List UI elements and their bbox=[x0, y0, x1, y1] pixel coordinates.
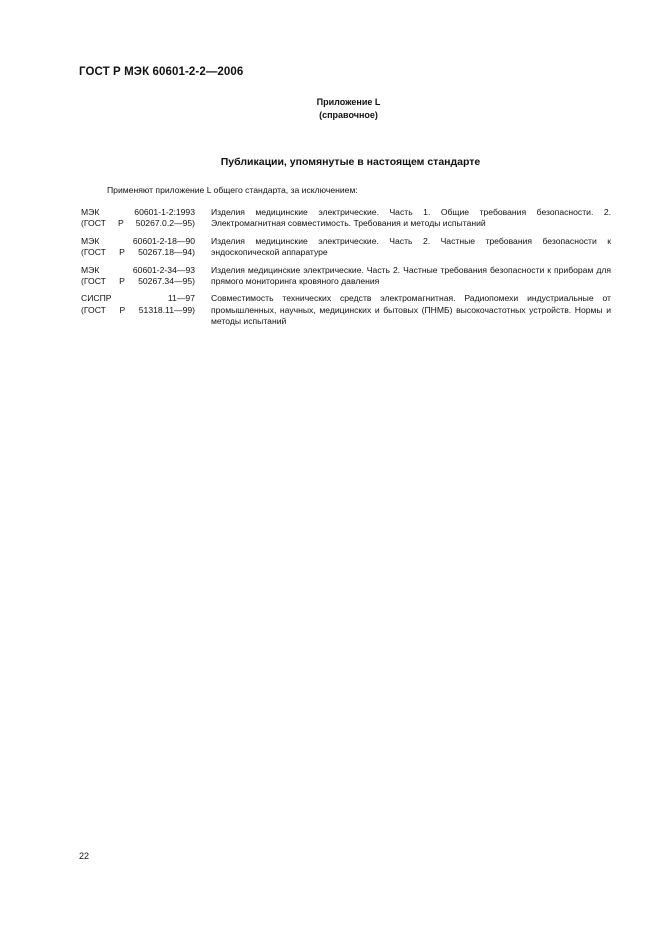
reference-code: МЭК 60601-1-2:1993 bbox=[81, 207, 195, 217]
reference-description: Изделия медицинские электрические. Часть 1. Общие требования безопасности. 2. Электромагнитная совместимость. Требования и методы испытаний bbox=[211, 207, 611, 229]
reference-description: Совместимость технических средств электромагнитная. Радиопомехи индустриальные от промышленных, научных, медицинских и бытовых (ПНМБ) высокочастотных устройств. Нормы и методы испытаний bbox=[211, 293, 611, 327]
reference-row bbox=[81, 293, 611, 327]
reference-code: МЭК 60601-2-18—90 bbox=[81, 235, 195, 246]
reference-codes bbox=[81, 293, 211, 327]
reference-national-code: (ГОСТ Р 50267.0.2—95) bbox=[81, 218, 195, 229]
reference-national-code: (ГОСТ Р 50267.34—95) bbox=[81, 276, 195, 287]
reference-national-code: (ГОСТ Р 50267.18—94) bbox=[81, 247, 195, 258]
references-list bbox=[81, 207, 611, 334]
reference-code: МЭК 60601-2-34—93 bbox=[81, 264, 195, 275]
reference-row bbox=[81, 265, 611, 288]
page-header: ГОСТ Р МЭК 60601-2-2—2006 bbox=[79, 66, 244, 78]
section-title-text: Публикации, упомянутые в настоящем стандарте bbox=[220, 156, 481, 168]
reference-row bbox=[81, 236, 611, 259]
section-title bbox=[0, 156, 661, 168]
appendix-heading bbox=[0, 96, 661, 122]
page-number: 22 bbox=[79, 851, 90, 861]
reference-code: СИСПР 11—97 bbox=[81, 293, 195, 304]
reference-codes bbox=[81, 207, 211, 230]
intro-paragraph: Применяют приложение L общего стандарта, за исключением: bbox=[107, 185, 358, 195]
reference-description: Изделия медицинские электрические. Часть 2. Частные требования безопасности к приборам для прямого мониторинга кровяного давления bbox=[211, 264, 611, 287]
reference-national-code: (ГОСТ Р 51318.11—99) bbox=[81, 304, 195, 315]
appendix-subtitle: (справочное) bbox=[319, 110, 378, 120]
reference-row bbox=[81, 207, 611, 230]
reference-codes bbox=[81, 265, 211, 288]
reference-description: Изделия медицинские электрические. Часть 2. Частные требования безопасности к эндоскопической аппаратуре bbox=[211, 235, 611, 258]
reference-codes bbox=[81, 236, 211, 259]
appendix-title: Приложение L bbox=[316, 97, 381, 107]
